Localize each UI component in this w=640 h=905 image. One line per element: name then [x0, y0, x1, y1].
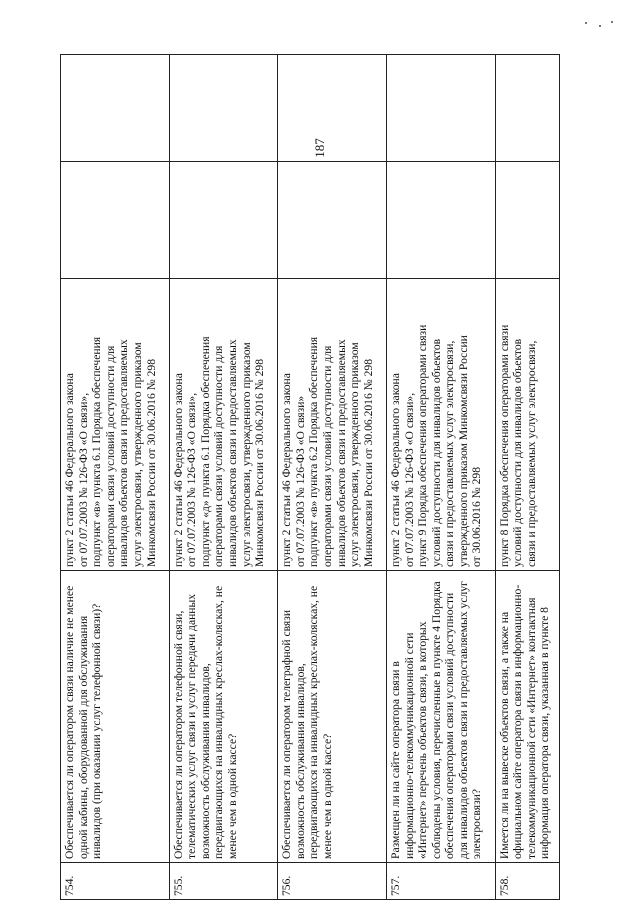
- text-line: от 07.07.2003 № 126-ФЗ «О связи»: [293, 395, 307, 567]
- text-line: электросвязи?: [470, 789, 484, 859]
- table-row: [386, 55, 495, 900]
- requirement-question: [169, 571, 278, 863]
- table-row: [278, 55, 387, 900]
- row-number: 754.: [61, 863, 170, 900]
- table-row: [169, 55, 278, 900]
- empty-cell: [278, 162, 387, 279]
- text-line: связи и предоставляемых услуг электросвязи,: [443, 340, 457, 567]
- text-line: от 07.07.2003 № 126-ФЗ «О связи»,: [402, 392, 416, 567]
- text-line: инвалидов объектов связи и предоставляемых: [226, 339, 240, 567]
- requirement-question: [495, 571, 559, 863]
- text-line: официальном сайте оператора связи в информационно-: [511, 584, 525, 859]
- requirement-question: [278, 571, 387, 863]
- rotated-page-content: [60, 90, 560, 900]
- text-line: менее чем в одной кассе?: [321, 733, 335, 859]
- empty-cell: [61, 55, 170, 162]
- text-line: передвигающихся на инвалидных креслах-колясках, не: [307, 585, 321, 859]
- legal-reference: [495, 279, 559, 571]
- text-line: телематических услуг связи и услуг передачи данных: [185, 593, 199, 859]
- empty-cell: [495, 162, 559, 279]
- legal-reference: [386, 279, 495, 571]
- text-line: пункт 2 статьи 46 Федерального закона: [388, 373, 402, 567]
- text-line: менее чем в одной кассе?: [226, 733, 240, 859]
- text-line: Обеспечивается ли оператором телеграфной связи: [280, 609, 294, 859]
- text-line: возможность обслуживания инвалидов,: [293, 663, 307, 859]
- row-number: 755.: [169, 863, 278, 900]
- text-line: от 07.07.2003 № 126-ФЗ «О связи»,: [185, 392, 199, 567]
- text-line: соблюдены условия, перечисленные в пункте 4 Порядка: [429, 581, 443, 859]
- text-line: операторами связи условий доступности для: [321, 345, 335, 567]
- text-line: пункт 2 статьи 46 Федерального закона: [280, 373, 294, 567]
- empty-cell: [169, 162, 278, 279]
- text-line: телекоммуникационной сети «Интернет» контактная: [524, 597, 538, 859]
- text-line: Минкомсвязи России от 30.06.2016 № 298: [253, 358, 267, 567]
- text-line: Размещен ли на сайте оператора связи в: [388, 661, 402, 859]
- text-line: от 07.07.2003 № 126-ФЗ «О связи»,: [76, 392, 90, 567]
- text-line: условий доступности для инвалидов объектов: [511, 338, 525, 567]
- text-line: операторами связи условий доступности для: [212, 345, 226, 567]
- text-line: Имеется ли на вывеске объектов связи, а также на: [497, 611, 511, 859]
- scan-marks: [585, 20, 615, 30]
- requirement-question: [386, 571, 495, 863]
- text-line: обеспечения операторами связи условий доступности: [443, 592, 457, 859]
- text-line: пункт 2 статьи 46 Федерального закона: [63, 373, 76, 567]
- text-line: утвержденного приказом Минкомсвязи России: [456, 335, 470, 567]
- text-line: подпункт «в» пункта 6.1 Порядка обеспечения: [90, 336, 104, 567]
- text-line: «Интернет» перечень объектов связи, в которых: [416, 621, 430, 859]
- text-line: для инвалидов объектов связи и предоставляемых услуг: [456, 581, 470, 859]
- empty-cell: [278, 55, 387, 162]
- empty-cell: [169, 55, 278, 162]
- empty-cell: [386, 162, 495, 279]
- table-row: [495, 55, 559, 900]
- text-line: Минкомсвязи России от 30.06.2016 № 298: [361, 358, 375, 567]
- text-line: связи и предоставляемых услуг электросвязи,: [524, 340, 538, 567]
- text-line: одной кабины, оборудованной для обслуживания: [76, 615, 90, 859]
- requirements-table: [60, 54, 560, 900]
- table-row: [61, 55, 170, 900]
- text-line: от 30.06.2016 № 298: [470, 466, 484, 567]
- row-number: 758.: [495, 863, 559, 900]
- text-line: условий доступности для инвалидов объектов: [429, 338, 443, 567]
- empty-cell: [386, 55, 495, 162]
- page-number: 187: [311, 138, 327, 158]
- row-number: 756.: [278, 863, 387, 900]
- text-line: пункт 8 Порядка обеспечения операторами связи: [497, 324, 511, 567]
- row-number: 757.: [386, 863, 495, 900]
- text-line: инвалидов объектов связи и предоставляемых: [334, 339, 348, 567]
- requirement-question: [61, 571, 170, 863]
- text-line: пункт 2 статьи 46 Федерального закона: [171, 373, 185, 567]
- empty-cell: [495, 55, 559, 162]
- legal-reference: [278, 279, 387, 571]
- text-line: операторами связи условий доступности для: [103, 345, 117, 567]
- text-line: Обеспечивается ли оператором телефонной связи,: [171, 610, 185, 859]
- text-line: пункт 9 Порядка обеспечения операторами связи: [416, 324, 430, 567]
- empty-cell: [61, 162, 170, 279]
- text-line: Минкомсвязи России от 30.06.2016 № 298: [144, 358, 158, 567]
- text-line: инвалидов (при оказании услуг телефонной связи)?: [90, 603, 104, 859]
- text-line: инвалидов объектов связи и предоставляемых: [117, 339, 131, 567]
- text-line: услуг электросвязи, утвержденного приказом: [348, 342, 362, 567]
- text-line: Обеспечивается ли оператором связи наличие не менее: [63, 585, 76, 859]
- text-line: услуг электросвязи, утвержденного приказом: [130, 342, 144, 567]
- legal-reference: [169, 279, 278, 571]
- text-line: возможность обслуживания инвалидов,: [198, 663, 212, 859]
- text-line: услуг электросвязи, утвержденного приказом: [239, 342, 253, 567]
- text-line: подпункт «в» пункта 6.2 Порядка обеспечения: [307, 336, 321, 567]
- text-line: информация оператора связи, указанная в пункте 8: [538, 607, 552, 859]
- text-line: информационно-телекоммуникационной сети: [402, 632, 416, 859]
- text-line: передвигающихся на инвалидных креслах-колясках, не: [212, 585, 226, 859]
- text-line: подпункт «д» пункта 6.1 Порядка обеспечения: [198, 336, 212, 567]
- legal-reference: [61, 279, 170, 571]
